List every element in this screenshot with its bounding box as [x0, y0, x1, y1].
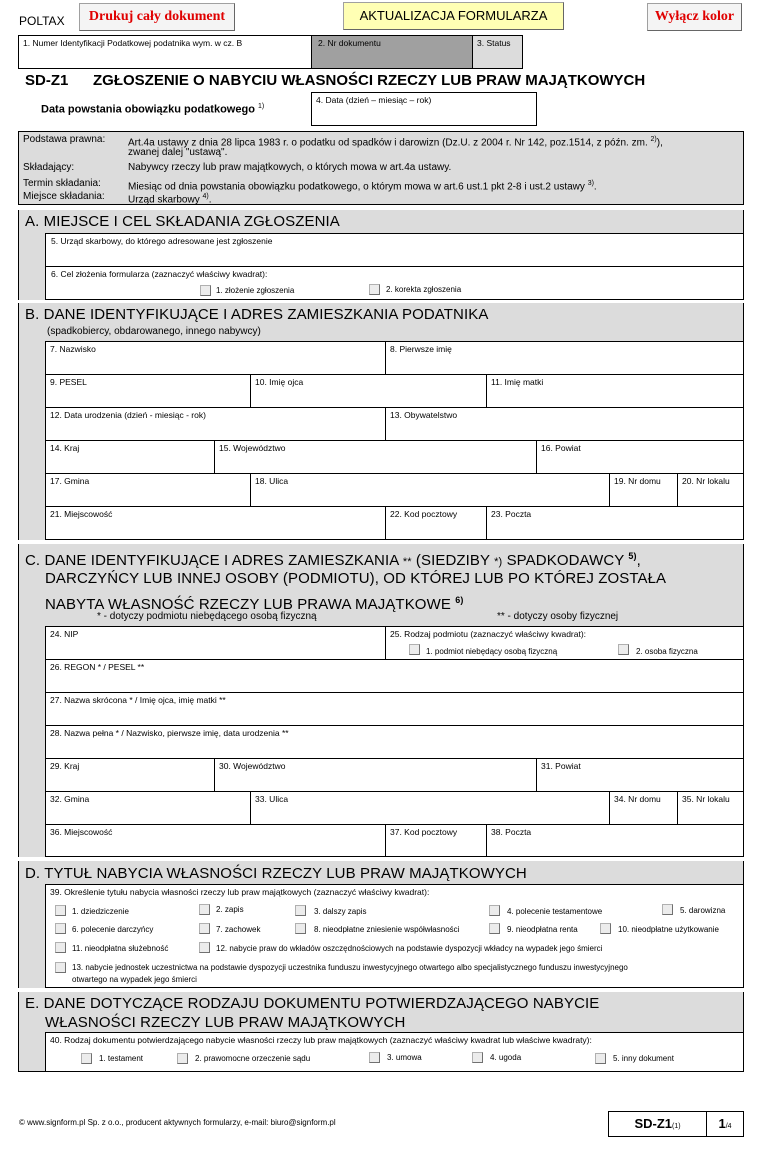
- footer-page-number: 1/4: [706, 1111, 744, 1137]
- mother-name-field[interactable]: [486, 374, 744, 408]
- print-document-button[interactable]: Drukuj cały dokument: [79, 3, 235, 31]
- c-house-number-field[interactable]: [609, 791, 678, 825]
- doc-option-label: 5. inny dokument: [613, 1054, 674, 1063]
- field-label: 23. Poczta: [491, 509, 532, 519]
- c-street-field[interactable]: [250, 791, 610, 825]
- c-apartment-number-field[interactable]: [677, 791, 744, 825]
- field-label: 19. Nr domu: [614, 476, 661, 486]
- citizenship-field[interactable]: [385, 407, 744, 441]
- field-label: 32. Gmina: [50, 794, 90, 804]
- title-option-label: 11. nieodpłatna służebność: [72, 944, 169, 953]
- field-label: 33. Ulica: [255, 794, 289, 804]
- section-d-title: D. TYTUŁ NABYCIA WŁASNOŚCI RZECZY LUB PRAW MAJĄTKOWYCH: [25, 865, 527, 882]
- entity-person-label: 2. osoba fizyczna: [636, 647, 698, 656]
- title-coownership-checkbox[interactable]: [295, 923, 306, 934]
- tax-date-label: Data powstania obowiązku podatkowego $^{1)}$: [41, 103, 265, 116]
- field-label: 34. Nr domu: [614, 794, 661, 804]
- title-option-label: 7. zachowek: [216, 925, 261, 934]
- field-label: 27. Nazwa skrócona * / Imię ojca, imię matki **: [50, 695, 226, 705]
- title-option-label: 2. zapis: [216, 905, 244, 914]
- place-text: Urząd skarbowy $^{4)}$.: [128, 193, 212, 206]
- field-label: 1. Numer Identyfikacji Podatkowej podatnika wym. w cz. B: [23, 38, 243, 48]
- apartment-number-field[interactable]: [677, 473, 744, 507]
- doc-option-label: 1. testament: [99, 1054, 144, 1063]
- c-postal-code-field[interactable]: [385, 824, 487, 857]
- title-option-label: 4. polecenie testamentowe: [507, 907, 603, 916]
- purpose-submit-label: 1. złożenie zgłoszenia: [216, 286, 295, 295]
- post-office-field[interactable]: [486, 506, 744, 540]
- section-c-title-line1: C. DANE IDENTYFIKUJĄCE I ADRES ZAMIESZKANIA ** (SIEDZIBY *) SPADKODAWCY $^{5)}$,: [25, 551, 641, 569]
- legal-basis-label: Podstawa prawna:: [23, 134, 106, 145]
- legal-basis-text: Art.4a ustawy z dnia 28 lipca 1983 r. o podatku od spadków i darowizn (Dz.U. z 2004 r. Nr 142, poz.1514, z późn. zm. $^{2)}$),: [128, 136, 663, 149]
- field-label: 35. Nr lokalu: [682, 794, 730, 804]
- title-option-label: 12. nabycie praw do wkładów oszczędnościowych na podstawie dyspozycji wkładcy na wypadek jego śmierci: [216, 944, 603, 953]
- filer-label: Składający:: [23, 162, 75, 173]
- doc-option-label: 3. umowa: [387, 1053, 422, 1062]
- first-name-field[interactable]: [385, 341, 744, 375]
- field-label: 25. Rodzaj podmiotu (zaznaczyć właściwy kwadrat):: [390, 629, 587, 639]
- field-label: 39. Określenie tytułu nabycia własności rzeczy lub praw majątkowych (zaznaczyć właściwy kwadrat):: [50, 887, 430, 897]
- field-label: 7. Nazwisko: [50, 344, 96, 354]
- field-label: 5. Urząd skarbowy, do którego adresowane jest zgłoszenie: [51, 236, 273, 246]
- entity-legal-checkbox[interactable]: [409, 644, 420, 655]
- field-label: 17. Gmina: [50, 476, 90, 486]
- purpose-correction-label: 2. korekta zgłoszenia: [386, 285, 462, 294]
- nip-field[interactable]: [18, 35, 312, 69]
- c-municipality-field[interactable]: [45, 791, 251, 825]
- title-option-label: 1. dziedziczenie: [72, 907, 129, 916]
- doc-option-label: 2. prawomocne orzeczenie sądu: [195, 1054, 311, 1063]
- title-further-bequest-checkbox[interactable]: [295, 905, 306, 916]
- section-c-title-line2: DARCZYŃCY LUB INNEJ OSOBY (PODMIOTU), OD KTÓREJ LUB PO KTÓREJ ZOSTAŁA: [45, 570, 667, 587]
- title-option-label: 5. darowizna: [680, 906, 726, 915]
- doc-court-ruling-checkbox[interactable]: [177, 1053, 188, 1064]
- field-label: 12. Data urodzenia (dzień - miesiąc - rok): [50, 410, 206, 420]
- title-easement-checkbox[interactable]: [55, 942, 66, 953]
- section-b-title: B. DANE IDENTYFIKUJĄCE I ADRES ZAMIESZKANIA PODATNIKA: [25, 306, 489, 323]
- title-option-label: 8. nieodpłatne zniesienie współwłasności: [314, 925, 460, 934]
- section-e-title-line1: E. DANE DOTYCZĄCE RODZAJU DOKUMENTU POTWIERDZAJĄCEGO NABYCIE: [25, 995, 600, 1012]
- form-purpose-field: [45, 266, 744, 300]
- legal-basis-text-2: zwanej dalej "ustawą".: [128, 147, 228, 158]
- birth-date-field[interactable]: [45, 407, 386, 441]
- field-label: 11. Imię matki: [491, 377, 544, 387]
- surname-field[interactable]: [45, 341, 386, 375]
- field-label: 2. Nr dokumentu: [318, 38, 381, 48]
- title-option-label-cont: otwartego na wypadek jego śmierci: [72, 975, 197, 984]
- title-fund-units-checkbox[interactable]: [55, 962, 66, 973]
- country-field[interactable]: [45, 440, 215, 474]
- purpose-submit-checkbox[interactable]: [200, 285, 211, 296]
- house-number-field[interactable]: [609, 473, 678, 507]
- title-option-label: 10. nieodpłatne użytkowanie: [618, 925, 719, 934]
- title-option-label: 9. nieodpłatna renta: [507, 925, 578, 934]
- legal-info-box: [18, 131, 744, 205]
- footer-form-code: SD-Z1(1): [608, 1111, 707, 1137]
- voivodeship-field[interactable]: [214, 440, 537, 474]
- disable-color-button[interactable]: Wyłącz kolor: [647, 3, 742, 31]
- field-label: 26. REGON * / PESEL **: [50, 662, 145, 672]
- field-label: 13. Obywatelstwo: [390, 410, 458, 420]
- short-name-field[interactable]: [45, 692, 744, 726]
- c-post-office-field[interactable]: [486, 824, 744, 857]
- field-label: 6. Cel złożenia formularza (zaznaczyć właściwy kwadrat):: [51, 269, 268, 279]
- field-label: 38. Poczta: [491, 827, 532, 837]
- title-reserved-portion-checkbox[interactable]: [199, 923, 210, 934]
- section-c-title-line3: NABYTA WŁASNOŚĆ RZECZY LUB PRAWA MAJĄTKOWE $^{6)}$: [45, 595, 464, 613]
- doc-settlement-checkbox[interactable]: [472, 1052, 483, 1063]
- field-label: 9. PESEL: [50, 377, 87, 387]
- deadline-text: Miesiąc od dnia powstania obowiązku podatkowego, o którym mowa w art.6 ust.1 pkt 2-8 i ust.2 ustawy $^{3)}$.: [128, 180, 597, 193]
- title-bequest-checkbox[interactable]: [199, 904, 210, 915]
- tax-office-field[interactable]: [45, 233, 744, 267]
- section-a-title: A. MIEJSCE I CEL SKŁADANIA ZGŁOSZENIA: [25, 213, 340, 230]
- field-label: 22. Kod pocztowy: [390, 509, 458, 519]
- postal-code-field[interactable]: [385, 506, 487, 540]
- section-e-title-line2: WŁASNOŚCI RZECZY LUB PRAW MAJĄTKOWYCH: [45, 1014, 406, 1031]
- title-testamentary-checkbox[interactable]: [489, 905, 500, 916]
- title-option-label: 13. nabycie jednostek uczestnictwa na podstawie dyspozycji uczestnika funduszu inwestycyjnego otwartego albo specjalistycznego funduszu inwestycyjnego: [72, 963, 628, 972]
- note-legal-entity: * - dotyczy podmiotu niebędącego osobą fizyczną: [97, 611, 317, 622]
- footer-credit: © www.signform.pl Sp. z o.o., producent aktywnych formularzy, e-mail: biuro@signform.pl: [19, 1118, 336, 1127]
- county-field[interactable]: [536, 440, 744, 474]
- field-label: 29. Kraj: [50, 761, 80, 771]
- doc-option-label: 4. ugoda: [490, 1053, 522, 1062]
- status-field: [472, 35, 523, 69]
- doc-testament-checkbox[interactable]: [81, 1053, 92, 1064]
- regon-pesel-field[interactable]: [45, 659, 744, 693]
- form-code: SD-Z1: [25, 72, 69, 89]
- field-label: 40. Rodzaj dokumentu potwierdzającego nabycie własności rzeczy lub praw majątkowych (zaznaczyć właściwy kwadrat lub właściwe kwadraty):: [50, 1035, 592, 1045]
- brand-label: POLTAX: [19, 14, 65, 28]
- update-form-button[interactable]: AKTUALIZACJA FORMULARZA: [343, 2, 564, 30]
- purpose-correction-checkbox[interactable]: [369, 284, 380, 295]
- title-option-label: 6. polecenie darczyńcy: [72, 925, 154, 934]
- title-donation-checkbox[interactable]: [662, 904, 673, 915]
- acquisition-title-field: [45, 884, 744, 988]
- field-label: 8. Pierwsze imię: [390, 344, 452, 354]
- field-label: 20. Nr lokalu: [682, 476, 730, 486]
- c-country-field[interactable]: [45, 758, 215, 792]
- field-label: 37. Kod pocztowy: [390, 827, 458, 837]
- c-voivodeship-field[interactable]: [214, 758, 537, 792]
- document-number-field: [311, 35, 473, 69]
- full-name-field[interactable]: [45, 725, 744, 759]
- pesel-field[interactable]: [45, 374, 251, 408]
- municipality-field[interactable]: [45, 473, 251, 507]
- street-field[interactable]: [250, 473, 610, 507]
- field-label: 24. NIP: [50, 629, 79, 639]
- note-natural-person: ** - dotyczy osoby fizycznej: [497, 611, 619, 622]
- title-inheritance-checkbox[interactable]: [55, 905, 66, 916]
- tax-date-field[interactable]: [311, 92, 537, 126]
- place-label: Miejsce składania:: [23, 191, 105, 202]
- entity-type-field: [385, 626, 744, 660]
- form-title: ZGŁOSZENIE O NABYCIU WŁASNOŚCI RZECZY LUB PRAW MAJĄTKOWYCH: [93, 72, 646, 89]
- title-usufruct-checkbox[interactable]: [600, 923, 611, 934]
- field-label: 36. Miejscowość: [50, 827, 113, 837]
- title-annuity-checkbox[interactable]: [489, 923, 500, 934]
- title-option-label: 3. dalszy zapis: [314, 907, 367, 916]
- field-label: 21. Miejscowość: [50, 509, 113, 519]
- doc-other-checkbox[interactable]: [595, 1053, 606, 1064]
- field-label: 30. Województwo: [219, 761, 286, 771]
- entity-legal-label: 1. podmiot niebędący osobą fizyczną: [426, 647, 558, 656]
- father-name-field[interactable]: [250, 374, 487, 408]
- doc-agreement-checkbox[interactable]: [369, 1052, 380, 1063]
- field-label: 3. Status: [477, 38, 511, 48]
- document-type-field: [45, 1032, 744, 1072]
- title-savings-deposit-checkbox[interactable]: [199, 942, 210, 953]
- field-label: 18. Ulica: [255, 476, 289, 486]
- field-label: 4. Data (dzień – miesiąc – rok): [316, 95, 432, 105]
- deadline-label: Termin składania:: [23, 178, 101, 189]
- field-label: 15. Województwo: [219, 443, 286, 453]
- c-city-field[interactable]: [45, 824, 386, 857]
- field-label: 14. Kraj: [50, 443, 80, 453]
- city-field[interactable]: [45, 506, 386, 540]
- c-county-field[interactable]: [536, 758, 744, 792]
- field-label: 28. Nazwa pełna * / Nazwisko, pierwsze imię, data urodzenia **: [50, 728, 289, 738]
- title-donor-command-checkbox[interactable]: [55, 923, 66, 934]
- c-nip-field[interactable]: [45, 626, 386, 660]
- field-label: 10. Imię ojca: [255, 377, 304, 387]
- field-label: 16. Powiat: [541, 443, 581, 453]
- field-label: 31. Powiat: [541, 761, 581, 771]
- entity-person-checkbox[interactable]: [618, 644, 629, 655]
- section-b-subtitle: (spadkobiercy, obdarowanego, innego nabywcy): [47, 326, 261, 337]
- filer-text: Nabywcy rzeczy lub praw majątkowych, o których mowa w art.4a ustawy.: [128, 162, 452, 173]
